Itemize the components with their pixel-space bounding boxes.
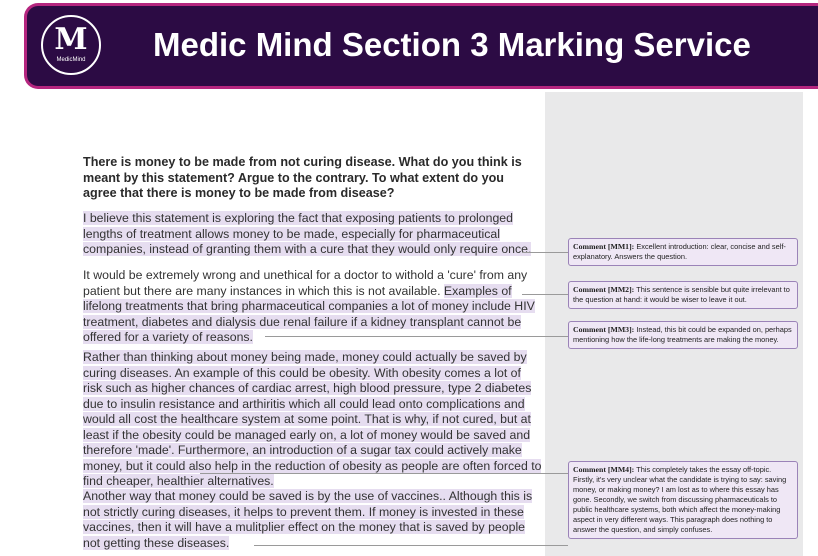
highlighted-text: Examples of lifelong treatments that bring pharmaceutical companies a lot of money include HIV treatment, diabetes and dialysis due renal failure if a kidney transplant cannot be offered for a variety of reasons.: [83, 283, 535, 344]
comment-label: Comment [MM3]:: [573, 325, 635, 334]
comment-leader-line: [522, 294, 568, 295]
comment-leader-line: [200, 473, 568, 474]
paragraph-text: It would be extremely wrong and unethical for a doctor to withold a 'cure' from any patient but there are many instances in which this is not available.: [83, 268, 528, 298]
page-title: Medic Mind Section 3 Marking Service: [153, 26, 751, 63]
comment-leader-line: [254, 545, 568, 546]
comment-text: Excellent introduction: clear, concise and self-explanatory. Answers the question.: [573, 242, 786, 261]
comment-text: This completely takes the essay off-topic. Firstly, it's very unclear what the candidate is trying to say: saving money, or making money? I am lost as to where this essay has gone. Secondly, we switch from discussing pharmaceuticals to public healthcare systems, both which affect the money-making aspect in very different ways. This paragraph does nothing to answer the question, and simply confuses.: [573, 465, 787, 534]
comment-label: Comment [MM2]:: [573, 285, 635, 294]
header-banner: [24, 3, 818, 89]
highlighted-text: Another way that money could be saved is by the use of vaccines.. Although this is not strictly curing diseases, it helps to prevent them. If money is invested in these vaccines, then it will have a mulitplier effect on the money that is saved by people not getting these diseases.: [83, 489, 533, 550]
comment-leader-line: [265, 336, 568, 337]
comment-leader-line: [522, 252, 568, 253]
comment-text: This sentence is sensible but quite irrelevant to the question at hand: it would be wiser to leave it out.: [573, 285, 790, 304]
essay-paragraph-2: [83, 268, 543, 346]
essay-paragraph-1: [83, 211, 543, 258]
comment-mm3[interactable]: [568, 321, 798, 349]
essay-question: There is money to be made from not curing disease. What do you think is meant by this statement? Argue to the contrary. To what extent do you agree that there is money to be made from disease?: [83, 155, 522, 200]
essay-paragraph-3: [83, 350, 543, 490]
logo-text: MedicMind: [56, 57, 86, 63]
highlighted-text: I believe this statement is exploring the fact that exposing patients to prolonged lengths of treatment allows money to be made, especially for pharmaceutical companies, instead of granting them with a cure that they would only require once.: [83, 211, 532, 256]
comment-mm2[interactable]: [568, 281, 798, 309]
medic-mind-logo: [41, 15, 101, 75]
highlighted-text: Rather than thinking about money being made, money could actually be saved by curing diseases. An example of this could be obesity. With obesity comes a lot of risk such as higher chances of cardiac arrest, high blood pressure, type 2 diabetes due to insulin resistance and arthiritis which all could lead onto complications and would all cost the healthcare system at some point. That is why, if not cured, but at least if the obesity could be managed early on, a lot of money would be saved and therefore 'made'. Furthermore, an introduction of a sugar tax could actively make money, but it could also help in the reduction of obesity as people are often forced to find cheaper, healthier alternatives.: [83, 350, 542, 488]
essay-paragraph-4: [83, 489, 543, 551]
comment-text: Instead, this bit could be expanded on, perhaps mentioning how the life-long treatments are making the money.: [573, 325, 792, 344]
comment-mm4[interactable]: [568, 461, 798, 539]
logo-mark: M: [54, 22, 88, 57]
comment-label: Comment [MM1]:: [573, 242, 635, 251]
comment-mm1[interactable]: [568, 238, 798, 266]
comment-label: Comment [MM4]:: [573, 465, 635, 474]
